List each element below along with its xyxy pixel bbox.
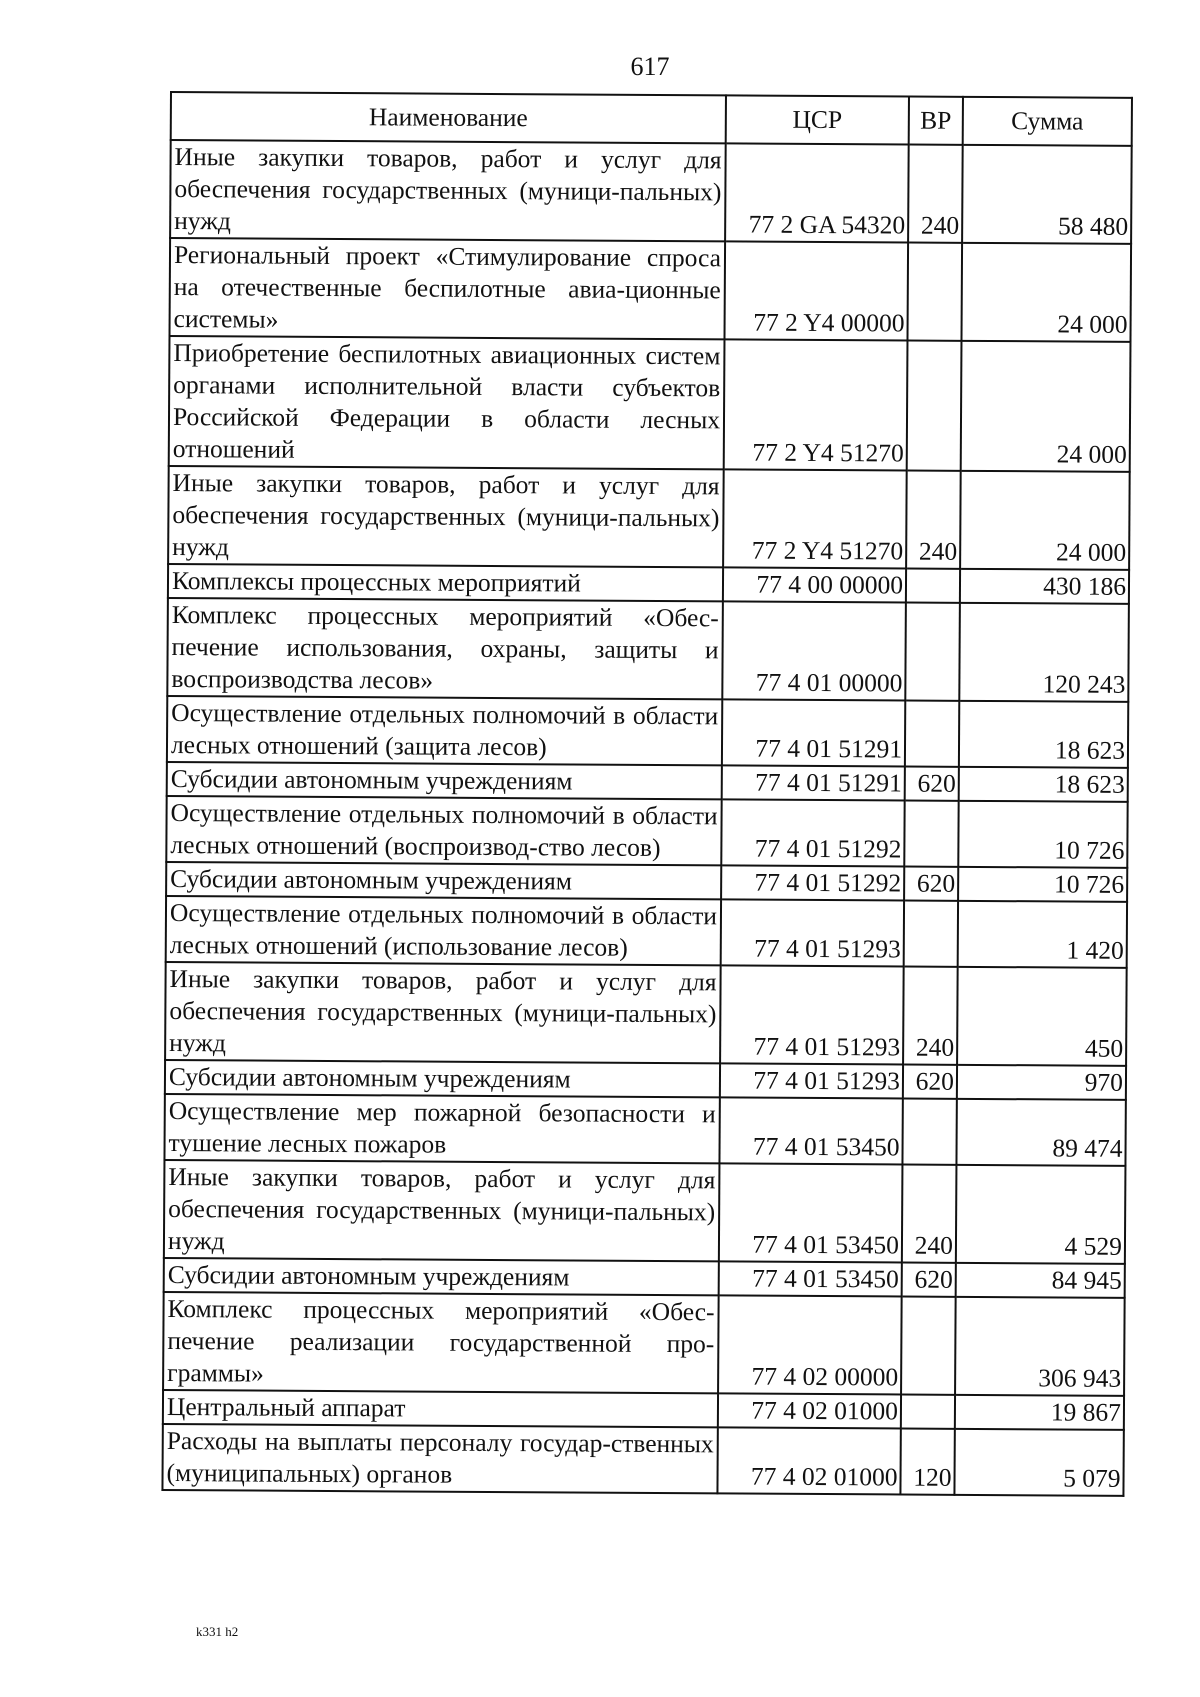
table-row [167, 598, 1129, 702]
header-sum: Сумма [963, 97, 1132, 146]
row-vr-cell [901, 1394, 955, 1428]
row-sum-cell: 58 480 [962, 145, 1132, 244]
row-name-cell: Субсидии автономным учреждениям [166, 862, 721, 899]
row-vr-cell [905, 603, 960, 701]
table-row [169, 336, 1131, 472]
header-name: Наименование [171, 92, 726, 143]
row-name-cell: Иные закупки товаров, работ и услуг для обеспечения государственных (муници-пальных) нужд [168, 466, 724, 567]
budget-table [161, 91, 1133, 1497]
row-vr-cell [907, 243, 962, 341]
row-csr-cell: 77 4 01 51291 [722, 699, 905, 766]
row-name-cell: Осуществление мер пожарной безопасности и тушение лесных пожаров [164, 1094, 719, 1163]
row-vr-cell [907, 341, 962, 471]
row-csr-cell: 77 4 02 00000 [718, 1295, 902, 1394]
header-vr: ВР [909, 97, 963, 145]
page-number: 617 [630, 52, 670, 81]
row-vr-cell: 240 [906, 471, 961, 569]
row-csr-cell: 77 4 01 00000 [722, 601, 906, 700]
row-sum-cell: 24 000 [961, 243, 1131, 342]
footer-code: k331 h2 [196, 1624, 239, 1639]
row-csr-cell: 77 4 02 01000 [718, 1393, 901, 1428]
row-sum-cell: 18 623 [959, 767, 1128, 802]
row-name-cell: Осуществление отдельных полномочий в области лесных отношений (использование лесов) [166, 896, 721, 965]
row-vr-cell [904, 900, 958, 966]
row-csr-cell: 77 2 Y4 51270 [724, 339, 908, 470]
row-csr-cell: 77 2 GA 54320 [725, 143, 909, 242]
row-vr-cell: 120 [900, 1428, 954, 1494]
row-csr-cell: 77 4 01 51293 [720, 965, 904, 1064]
row-sum-cell: 450 [957, 967, 1127, 1066]
table-row [166, 796, 1127, 868]
table-row [163, 1390, 1124, 1430]
table-row [170, 238, 1132, 342]
table-row [167, 762, 1128, 802]
row-name-cell: Иные закупки товаров, работ и услуг для обеспечения государственных (муници-пальных) нужд [164, 1160, 720, 1261]
table-row [166, 862, 1127, 902]
row-sum-cell: 19 867 [955, 1395, 1124, 1430]
row-csr-cell: 77 4 01 53450 [719, 1097, 902, 1164]
row-vr-cell: 240 [902, 1164, 957, 1262]
row-sum-cell: 120 243 [959, 603, 1129, 702]
table-row [168, 466, 1130, 570]
row-vr-cell [906, 569, 960, 603]
row-sum-cell: 5 079 [954, 1429, 1123, 1496]
row-csr-cell: 77 4 01 51291 [722, 765, 905, 800]
row-name-cell: Осуществление отдельных полномочий в области лесных отношений (защита лесов) [167, 696, 722, 765]
row-sum-cell: 10 726 [958, 801, 1127, 868]
row-vr-cell [901, 1296, 956, 1394]
row-csr-cell: 77 2 Y4 51270 [723, 469, 907, 568]
row-vr-cell: 240 [903, 966, 958, 1064]
row-name-cell: Субсидии автономным учреждениям [167, 762, 722, 799]
row-sum-cell: 10 726 [958, 867, 1127, 902]
row-vr-cell [905, 701, 959, 767]
row-sum-cell: 1 420 [958, 901, 1127, 968]
row-csr-cell: 77 4 01 53450 [719, 1261, 902, 1296]
row-name-cell: Комплексы процессных мероприятий [168, 564, 723, 601]
table-row [164, 1160, 1126, 1264]
row-vr-cell: 620 [903, 1064, 957, 1098]
row-sum-cell: 306 943 [955, 1297, 1125, 1396]
table-row [162, 1424, 1123, 1496]
row-name-cell: Комплекс процессных мероприятий «Обес-печение реализации государственной про-граммы» [163, 1292, 719, 1393]
row-vr-cell: 620 [905, 767, 959, 801]
row-name-cell: Приобретение беспилотных авиационных систем органами исполнительной власти субъектов Российской Федерации в области лесных отношений [169, 336, 725, 469]
row-vr-cell: 620 [904, 866, 958, 900]
table-row [167, 696, 1128, 768]
table-row [170, 140, 1132, 244]
row-sum-cell: 24 000 [961, 341, 1131, 472]
row-vr-cell: 240 [908, 145, 963, 243]
row-name-cell: Субсидии автономным учреждениям [165, 1060, 720, 1097]
table-row [164, 1258, 1125, 1298]
row-csr-cell: 77 4 01 53450 [719, 1163, 903, 1262]
row-sum-cell: 970 [957, 1065, 1126, 1100]
row-sum-cell: 89 474 [956, 1099, 1125, 1166]
row-vr-cell: 620 [902, 1262, 956, 1296]
row-sum-cell: 24 000 [960, 471, 1130, 570]
row-name-cell: Иные закупки товаров, работ и услуг для обеспечения государственных (муници-пальных) нужд [170, 140, 726, 241]
row-csr-cell: 77 4 01 51293 [721, 899, 904, 966]
row-name-cell: Субсидии автономным учреждениям [164, 1258, 719, 1295]
row-csr-cell: 77 4 02 01000 [717, 1427, 900, 1494]
header-csr: ЦСР [726, 95, 909, 144]
row-csr-cell: 77 4 01 51292 [721, 799, 904, 866]
table-header-row [171, 92, 1132, 146]
row-vr-cell [902, 1098, 956, 1164]
row-name-cell: Расходы на выплаты персоналу государ-ственных (муниципальных) органов [162, 1424, 717, 1493]
table-body [162, 140, 1131, 1496]
table-row [163, 1292, 1125, 1396]
table-row [164, 1094, 1125, 1166]
table-row [168, 564, 1129, 604]
row-sum-cell: 4 529 [956, 1165, 1126, 1264]
row-csr-cell: 77 4 01 51292 [721, 865, 904, 900]
row-csr-cell: 77 4 01 51293 [720, 1063, 903, 1098]
row-name-cell: Иные закупки товаров, работ и услуг для обеспечения государственных (муници-пальных) нужд [165, 962, 721, 1063]
row-csr-cell: 77 2 Y4 00000 [724, 241, 908, 340]
row-name-cell: Центральный аппарат [163, 1390, 718, 1427]
row-name-cell: Региональный проект «Стимулирование спроса на отечественные беспилотные авиа-ционные системы» [170, 238, 726, 339]
row-sum-cell: 84 945 [956, 1263, 1125, 1298]
row-csr-cell: 77 4 00 00000 [723, 567, 906, 602]
table-row [166, 896, 1127, 968]
row-name-cell: Осуществление отдельных полномочий в области лесных отношений (воспроизвод-ство лесов) [166, 796, 721, 865]
table-row [165, 962, 1127, 1066]
row-sum-cell: 18 623 [959, 701, 1128, 768]
row-sum-cell: 430 186 [960, 569, 1129, 604]
row-vr-cell [904, 801, 958, 867]
row-name-cell: Комплекс процессных мероприятий «Обес-печение использования, охраны, защиты и воспроизводства лесов» [167, 598, 723, 699]
